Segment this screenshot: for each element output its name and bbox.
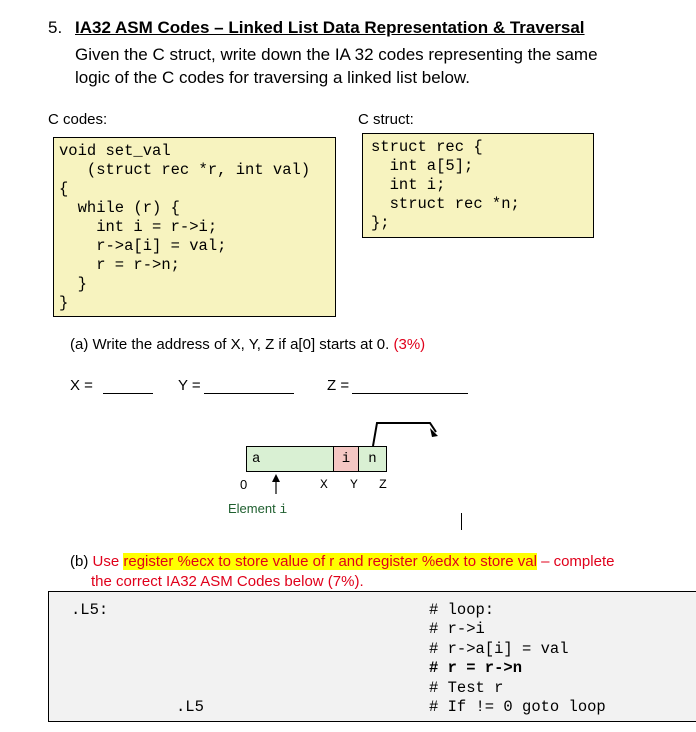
c-code-line: } (59, 294, 69, 312)
asm-comment-line: # r->a[i] = val (429, 639, 569, 658)
part-b-highlight: register %ecx to store value of r and register %edx to store val (123, 553, 537, 570)
offset-zero: 0 (240, 477, 248, 492)
c-struct-box (362, 133, 594, 238)
part-b-suffix: – complete (541, 553, 615, 570)
part-b-prefix: (b) (70, 553, 89, 570)
question-number: 5. (48, 18, 63, 37)
x-label: X = (70, 377, 93, 394)
c-struct-line: struct rec *n; (371, 195, 520, 213)
struct-layout-diagram (228, 418, 460, 518)
c-struct-label: C struct: (358, 111, 414, 128)
array-a-cell: a (246, 446, 334, 472)
c-struct-block (363, 134, 593, 233)
z-answer-blank[interactable] (352, 378, 468, 394)
text-cursor (461, 513, 462, 530)
c-code-line: r->a[i] = val; (59, 237, 227, 255)
field-n-cell: n (358, 446, 387, 472)
element-word: Element (228, 501, 276, 516)
asm-comment-line: # loop: (429, 601, 495, 619)
c-code-line: r = r->n; (59, 256, 180, 274)
y-label: Y = (178, 377, 201, 394)
asm-comment-line: # Test r (429, 678, 504, 697)
asm-label-l5: .L5: (71, 601, 109, 619)
c-code-line: void set_val (59, 142, 171, 160)
offset-x: X (320, 477, 328, 492)
asm-comment-line: # r->i (429, 620, 485, 639)
part-a-text: (a) Write the address of X, Y, Z if a[0] starts at 0. (70, 336, 390, 353)
c-code-line: } (59, 275, 87, 293)
part-a-points: (3%) (393, 336, 426, 353)
c-codes-box (53, 137, 336, 317)
asm-code-box (48, 591, 696, 722)
c-code-line: int i = r->i; (59, 218, 218, 236)
part-b-line2: the correct IA32 ASM Codes below (7%). (91, 573, 364, 590)
c-struct-line: struct rec { (371, 138, 483, 156)
asm-comment-line: # r = r->n (429, 659, 523, 678)
asm-comments (429, 601, 606, 717)
field-i-cell: i (333, 446, 359, 472)
part-b-use: Use (92, 553, 120, 570)
offset-z: Z (379, 477, 387, 492)
z-label: Z = (327, 377, 350, 394)
element-var: i (279, 502, 288, 517)
asm-comment-line: # If != 0 goto loop (429, 698, 606, 717)
c-struct-line: }; (371, 214, 390, 232)
question-intro: Given the C struct, write down the IA 32 codes representing the same logic of the C codes for traversing a linked list below. (75, 45, 598, 87)
c-codes-label: C codes: (48, 111, 108, 128)
y-answer-blank[interactable] (204, 378, 294, 394)
question-title: IA32 ASM Codes – Linked List Data Representation & Traversal (75, 18, 585, 37)
offset-y: Y (350, 477, 358, 492)
x-answer-blank[interactable] (103, 378, 153, 394)
c-struct-line: int a[5]; (371, 157, 474, 175)
c-struct-line: int i; (371, 176, 446, 194)
asm-jump-target: .L5 (176, 698, 204, 716)
part-b-question (70, 552, 670, 592)
part-a-question (70, 336, 425, 353)
c-code-line: (struct rec *r, int val) (59, 161, 311, 179)
c-code-line: { (59, 180, 69, 198)
c-code-line: while (r) { (59, 199, 180, 217)
element-label (228, 501, 287, 517)
c-codes-block (54, 138, 335, 313)
